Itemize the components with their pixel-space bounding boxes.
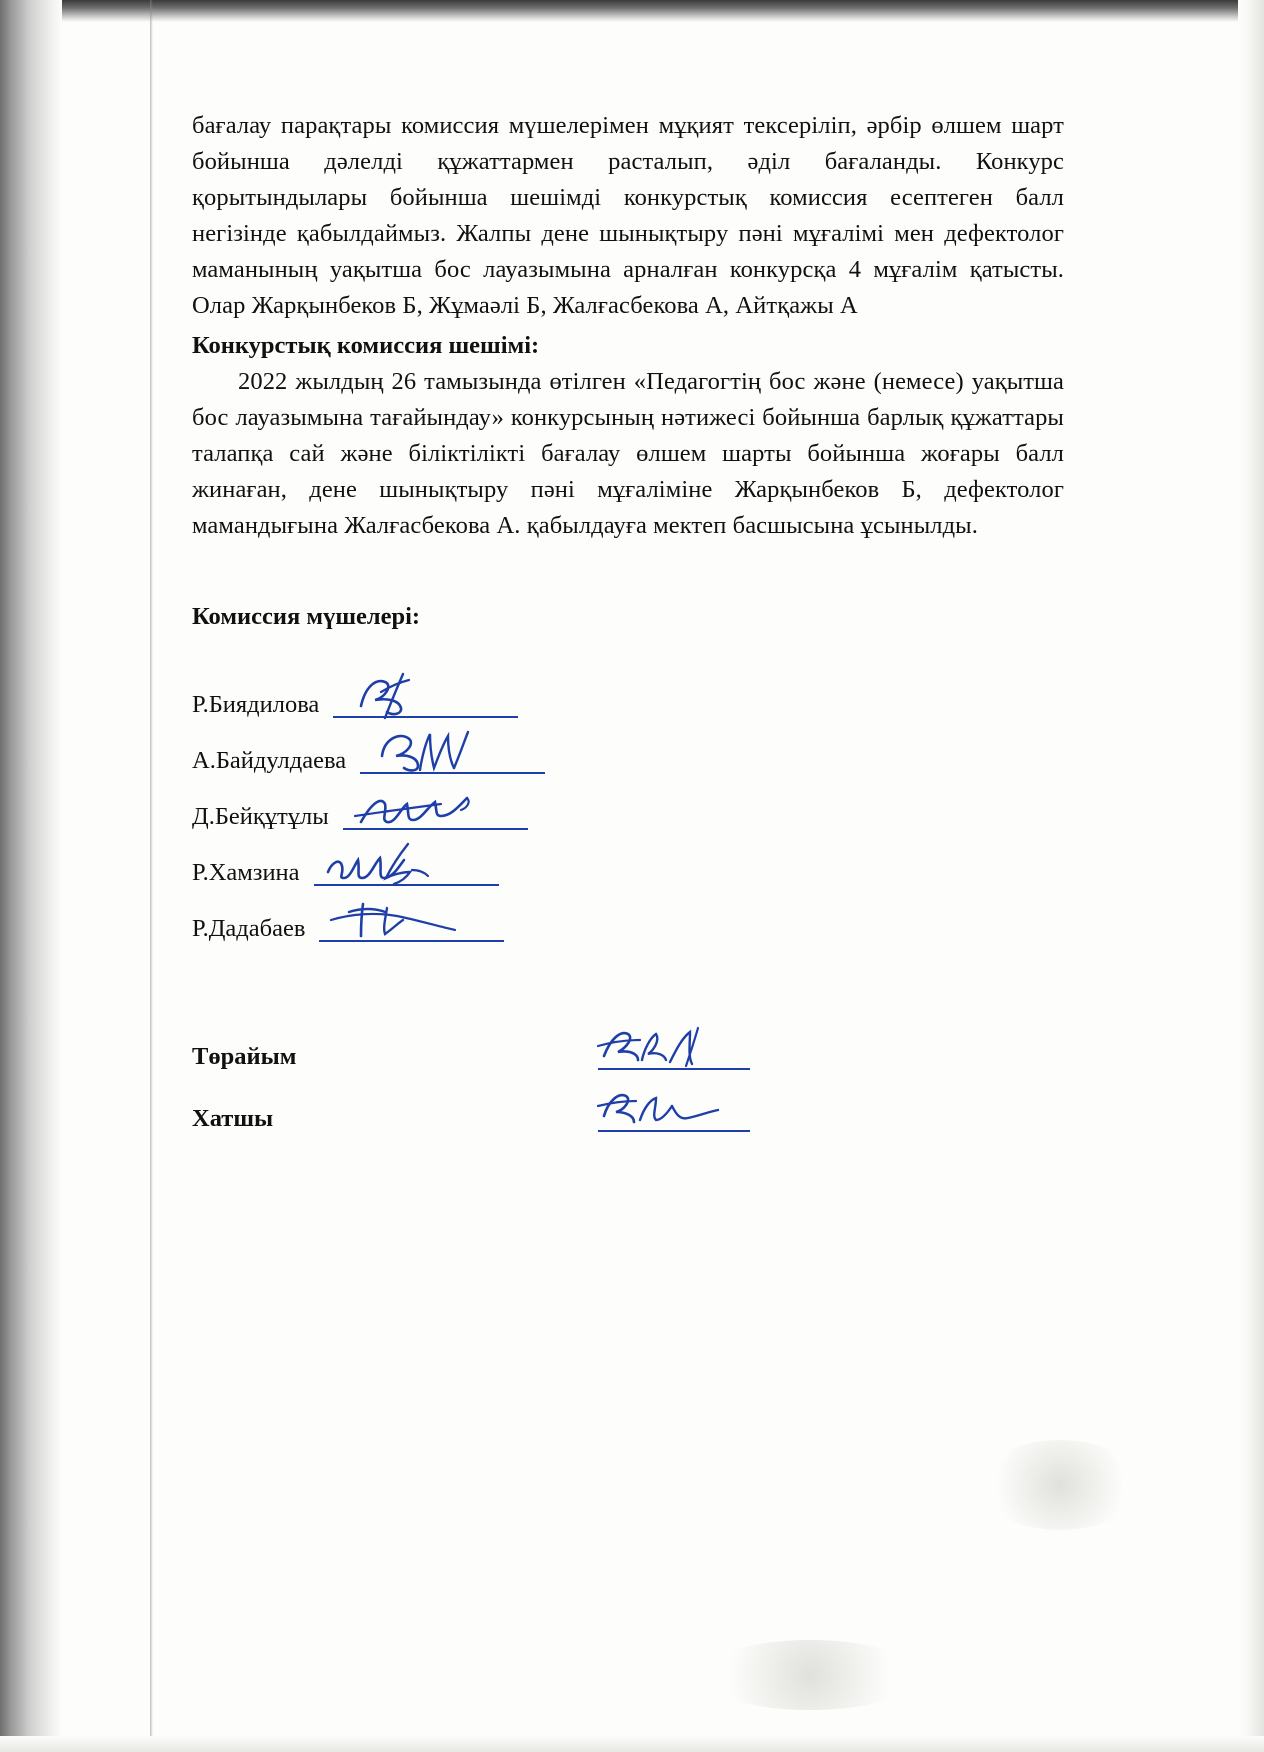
commission-members-list bbox=[192, 664, 1064, 944]
member-name: Р.Дадабаев bbox=[192, 915, 306, 942]
signature-mark bbox=[368, 726, 543, 778]
list-item bbox=[192, 832, 1064, 888]
paper-smudge bbox=[700, 1640, 920, 1710]
signature-line bbox=[333, 690, 518, 720]
signature-mark bbox=[598, 1024, 748, 1072]
decision-paragraph: 2022 жылдың 26 тамызында өтілген «Педагогтің бос және (немесе) уақытша бос лауазымына тағайындау» конкурсының нәтижесі бойынша барлық құжаттары талапқа сай және біліктілікті бағалау өлшем шарты бойынша жоғары балл жинаған, дене шынықтыру пәні мұғаліміне Жарқынбеков Б, дефектолог мамандығына Жалғасбекова А. қабылдауға мектеп басшысына ұсынылды. bbox=[192, 368, 1064, 539]
scan-right-shadow bbox=[1238, 0, 1264, 1752]
scan-left-shadow bbox=[0, 0, 62, 1752]
officers-block bbox=[192, 1010, 1064, 1134]
decision-heading: Конкурстық комиссия шешімі: bbox=[192, 332, 540, 359]
chair-row bbox=[192, 1010, 1064, 1072]
signature-line bbox=[319, 914, 504, 944]
body-paragraph-1: бағалау парақтары комиссия мүшелерімен мұқият тексеріліп, әрбір өлшем шарт бойынша дәлелді құжаттармен расталып, әділ бағаланды. Конкурс қорытындылары бойынша шешімді конкурстық комиссия есептеген балл негізінде қабылдаймыз. Жалпы дене шынықтыру пәні мұғалімі мен дефектолог маманының уақытша бос лауазымына арналған конкурсқа 4 мұғалім қатысты. Олар Жарқынбеков Б, Жұмаәлі Б, Жалғасбекова А, Айтқажы А bbox=[192, 112, 1064, 319]
signature-line bbox=[360, 746, 545, 776]
member-name: Р.Хамзина bbox=[192, 859, 300, 886]
list-item bbox=[192, 888, 1064, 944]
scan-bottom-shadow bbox=[0, 1736, 1264, 1752]
signature-mark bbox=[598, 1086, 748, 1134]
signature-line bbox=[314, 858, 499, 888]
member-name: А.Байдулдаева bbox=[192, 747, 347, 774]
member-name: Р.Биядилова bbox=[192, 691, 320, 718]
scan-top-shadow bbox=[0, 0, 1264, 22]
member-name: Д.Бейқұтұлы bbox=[192, 803, 329, 830]
signature-mark bbox=[351, 782, 526, 834]
secretary-row bbox=[192, 1072, 1064, 1134]
signature-line bbox=[343, 802, 528, 832]
list-item bbox=[192, 776, 1064, 832]
scan-fold-line bbox=[150, 0, 153, 1752]
members-heading: Комиссия мүшелері: bbox=[192, 603, 421, 630]
list-item bbox=[192, 664, 1064, 720]
signature-mark bbox=[341, 670, 516, 722]
secretary-label: Хатшы bbox=[192, 1105, 274, 1132]
signature-mark bbox=[322, 838, 497, 890]
signature-mark bbox=[327, 894, 502, 946]
secretary-signature-line bbox=[598, 1104, 750, 1134]
paper-smudge bbox=[980, 1440, 1140, 1530]
document-content bbox=[192, 108, 1064, 1134]
chair-signature-line bbox=[598, 1042, 750, 1072]
list-item bbox=[192, 720, 1064, 776]
chair-label: Төрайым bbox=[192, 1043, 297, 1070]
